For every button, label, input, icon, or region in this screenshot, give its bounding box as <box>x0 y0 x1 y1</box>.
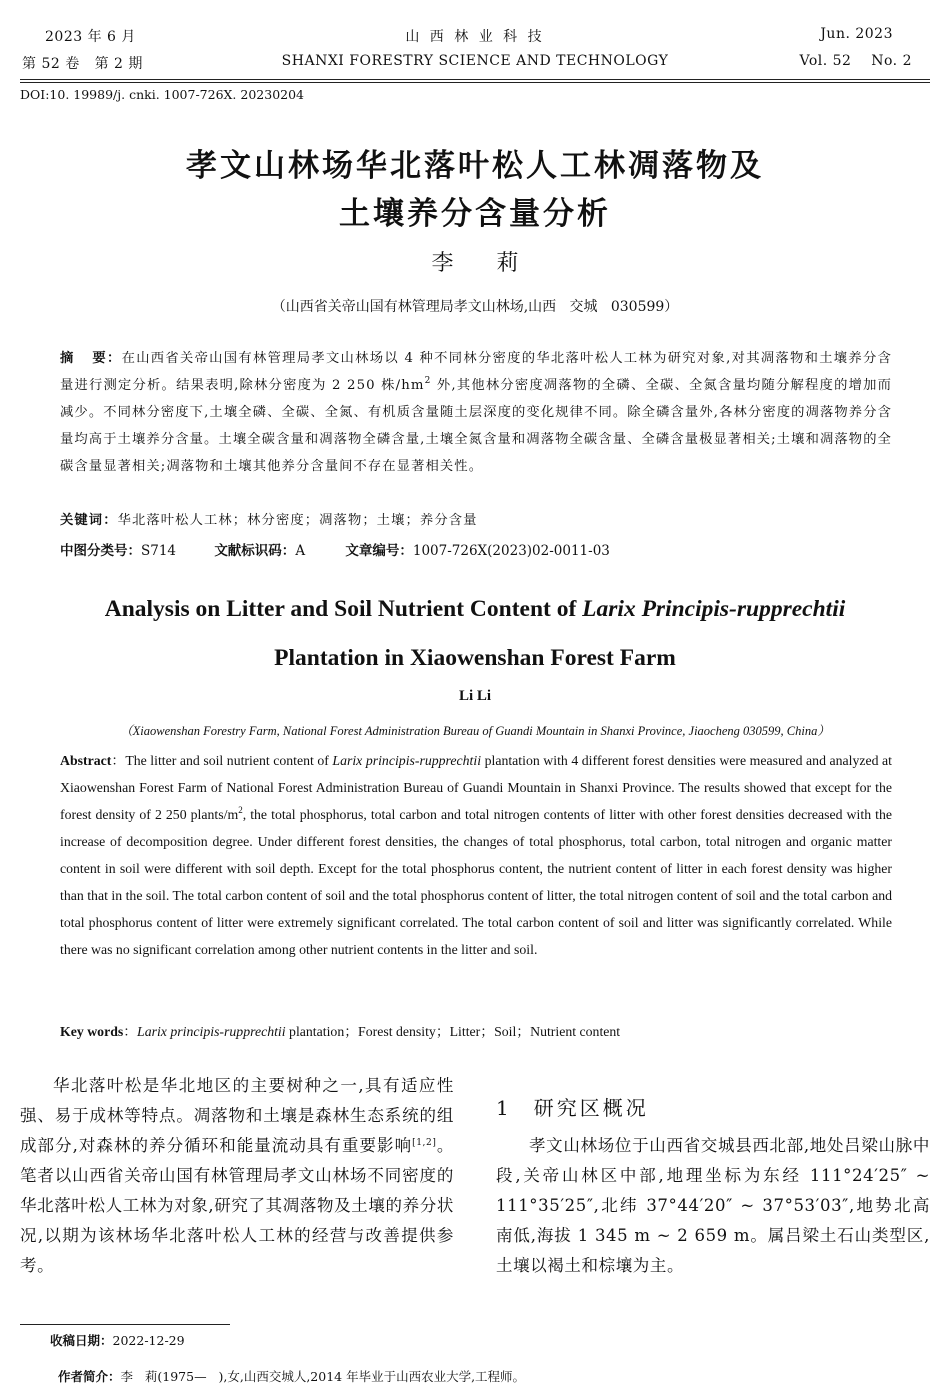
received-date: 2022-12-29 <box>112 1333 185 1348</box>
section1-paragraph <box>496 1131 930 1281</box>
article-no-label: 文章编号： <box>345 543 413 559</box>
keywords-cn-label: 关键词： <box>60 513 118 528</box>
clc-value: S714 <box>141 543 177 559</box>
doc-code-label: 文献标识码： <box>214 543 296 559</box>
title-en-species: Larix Principis-rupprechtii <box>582 596 846 622</box>
author-cn: 李 莉 <box>431 251 537 276</box>
section1-text: 孝文山林场位于山西省交城县西北部,地处吕梁山脉中段,关帝山林区中部,地理坐标为东经 111°24′25″ ~ 111°35′25″,北纬 37°44′20″ ~ 37°53′03″,地势北高南低,海拔 1 345 m ~ 2 659 m。属吕梁土石山类型区,土壤以褐土和棕壤为主。 <box>496 1136 930 1275</box>
keywords-en <box>60 1018 892 1045</box>
doi: DOI:10. 19989/j. cnki. 1007-726X. 20230204 <box>20 87 305 102</box>
clc-label: 中图分类号： <box>60 543 141 559</box>
header-journal-cn: 山 西 林 业 科 技 <box>405 29 545 45</box>
affiliation-en: （Xiaowenshan Forestry Farm, National Forest Administration Bureau of Guandi Mountain in Shanxi Province, Jiaocheng 030599, China） <box>120 724 830 738</box>
keywords-en-text: plantation；Forest density；Litter；Soil；Nutrient content <box>285 1024 621 1039</box>
affiliation-cn: （山西省关帝山国有林管理局孝文山林场,山西 交城 030599） <box>271 299 679 315</box>
intro-citation: [1,2] <box>412 1138 437 1148</box>
abstract-en-species: Larix principis-rupprechtii <box>332 753 482 768</box>
section1-heading <box>496 1092 649 1121</box>
abstract-en-text: The litter and soil nutrient content of <box>125 753 333 768</box>
title-en-line1 <box>0 596 950 623</box>
intro-paragraph <box>20 1071 454 1281</box>
keywords-cn <box>60 507 892 534</box>
section1-number: 1 <box>496 1096 512 1120</box>
header-rule-2 <box>20 82 930 83</box>
abstract-en-sep: ： <box>111 753 126 768</box>
received-label: 收稿日期： <box>50 1333 113 1348</box>
abstract-en-text-2: plantation with 4 different forest densities were measured and analyzed at Xiaowenshan Forest Farm of National Forest Administration Bureau of Guandi Mountain in Shanxi Province. The results showed that except for the forest density of 2 250 plants/m <box>60 753 893 822</box>
title-cn-line2: 土壤养分含量分析 <box>339 196 611 232</box>
footnote-author <box>50 1352 525 1385</box>
header-rule <box>20 79 930 80</box>
section1-title: 研究区概况 <box>533 1096 649 1120</box>
author-en: Li Li <box>458 688 492 704</box>
keywords-en-label: Key words <box>60 1024 124 1039</box>
abstract-cn-text-cont: 外,其他林分密度凋落物的全磷、全碳、全氮含量均随分解程度的增加而减少。不同林分密度下,土壤全磷、全碳、全氮、有机质含量随土层深度的变化规律不同。除全磷含量外,各林分密度的凋落物养分含量均高于土壤养分含量。土壤全碳含量和凋落物全磷含量,土壤全氮含量和凋落物全碳含量、全磷含量极显著相关;土壤和凋落物的全碳含量显著相关;凋落物和土壤其他养分含量间不存在显著相关性。 <box>60 378 892 474</box>
classification-row <box>60 539 610 559</box>
title-en-part1: Analysis on Litter and Soil Nutrient Content of <box>104 596 583 622</box>
header-date-cn: 2023 年 6 月 <box>45 29 136 45</box>
abstract-en-sup: 2 <box>238 805 243 815</box>
header-journal-en: SHANXI FORESTRY SCIENCE AND TECHNOLOGY <box>281 53 669 69</box>
abstract-cn <box>60 345 892 480</box>
abstract-en <box>60 747 892 963</box>
title-en-line2: Plantation in Xiaowenshan Forest Farm <box>274 645 676 671</box>
abstract-en-text-3: , the total phosphorus, total carbon and total nitrogen contents of litter with other forest densities decreased with the increase of decomposition degree. Under different forest densities, the changes of total phosphorus, total carbon, total nitrogen and organic matter content in soil were different with soil depth. Except for the total phosphorus content, the nutrient content of litter in each forest density was higher than that in the soil. The total carbon content of soil and the total phosphorus content of litter, the total nitrogen content of soil and the total carbon and total phosphorus content of litter were extremely significant correlated. The total carbon content of soil and litter was significantly correlated. While there was no significant correlation among other nutrient contents in the litter and soil. <box>60 807 893 957</box>
title-cn-line1: 孝文山林场华北落叶松人工林凋落物及 <box>186 148 764 184</box>
doc-code-value: A <box>295 543 306 559</box>
footnote-received <box>50 1331 185 1349</box>
article-no-value: 1007-726X(2023)02-0011-03 <box>412 543 610 559</box>
footnote-rule <box>20 1324 230 1325</box>
header-volume-en: Vol. 52 No. 2 <box>799 53 912 69</box>
keywords-cn-text: 华北落叶松人工林；林分密度；凋落物；土壤；养分含量 <box>117 513 478 528</box>
author-bio: 李 莉(1975— ),女,山西交城人,2014 年毕业于山西农业大学,工程师。 <box>120 1369 526 1384</box>
abstract-cn-text: 在山西省关帝山国有林管理局孝文山林场以 4 种不同林分密度的华北落叶松人工林为研究对象,对其凋落物和土壤养分含量进行测定分析。结果表明,除林分密度为 2 250 株/hm <box>60 351 892 393</box>
abstract-cn-label: 摘 要： <box>60 351 122 366</box>
abstract-en-label: Abstract <box>60 753 112 768</box>
header-volume-cn: 第 52 卷 第 2 期 <box>22 56 143 72</box>
keywords-en-sep: ： <box>123 1024 138 1039</box>
abstract-cn-sup: 2 <box>424 376 432 386</box>
header-date-en: Jun. 2023 <box>820 26 893 42</box>
keywords-en-species: Larix principis-rupprechtii <box>137 1024 286 1039</box>
author-bio-label: 作者简介： <box>57 1369 121 1384</box>
intro-text: 华北落叶松是华北地区的主要树种之一,具有适应性强、易于成林等特点。凋落物和土壤是森林生态系统的组成部分,对森林的养分循环和能量流动具有重要影响 <box>20 1076 454 1155</box>
intro-text-cont: 。笔者以山西省关帝山国有林管理局孝文山林场不同密度的华北落叶松人工林为对象,研究了其凋落物及土壤的养分状况,以期为该林场华北落叶松人工林的经营与改善提供参考。 <box>20 1136 454 1275</box>
